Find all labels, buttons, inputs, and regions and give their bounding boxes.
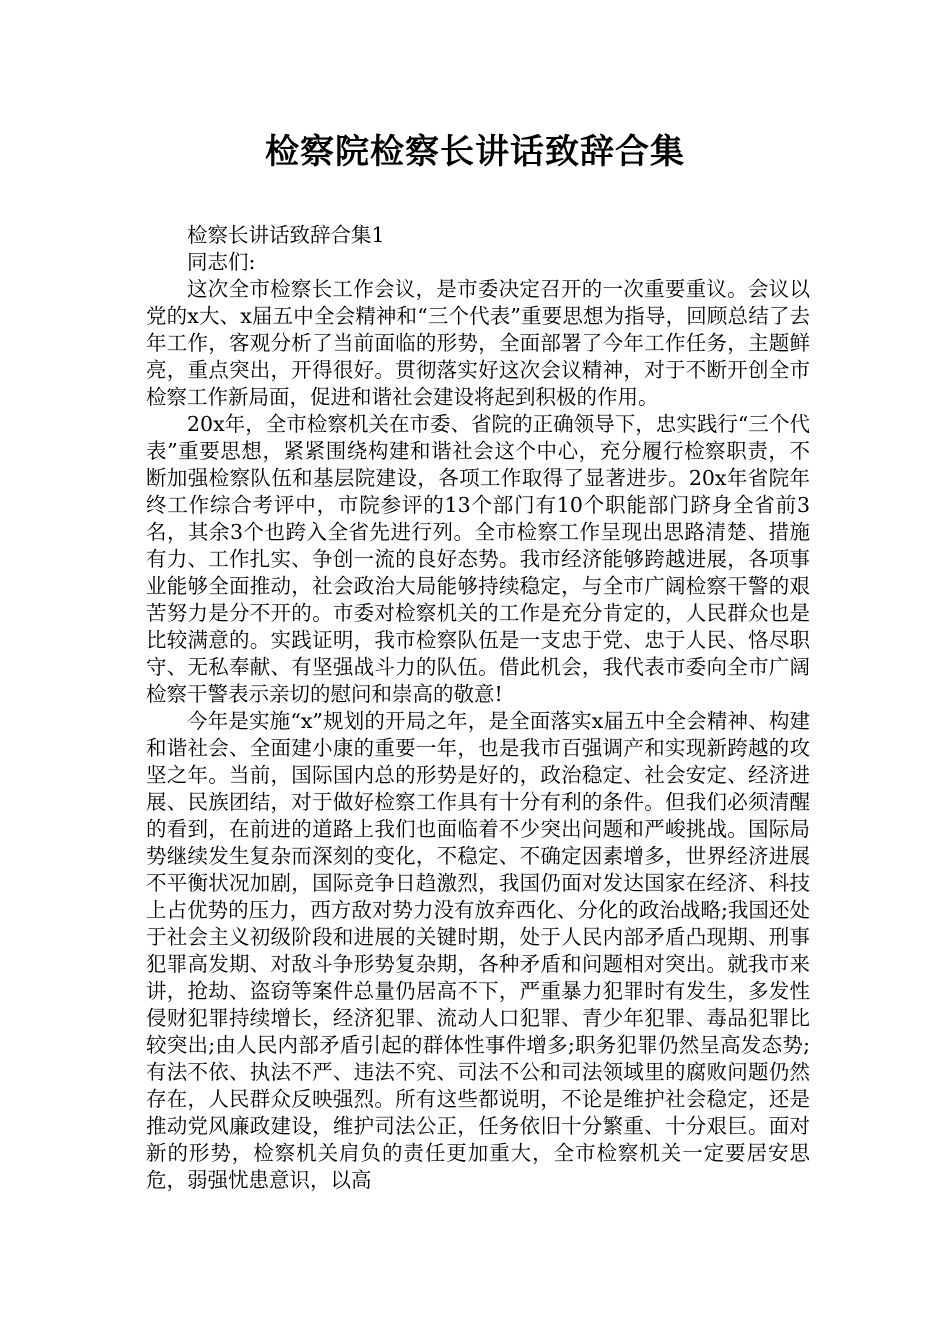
section-heading: 检察长讲话致辞合集1 xyxy=(187,223,385,247)
document-title: 检察院检察长讲话致辞合集 xyxy=(265,132,685,172)
paragraph-1: 这次全市检察长工作会议，是市委决定召开的一次重要重议。会议以党的x大、x届五中全会精神和“三个代表”重要思想为指导，回顾总结了去年工作，客观分析了当前面临的形势，全面部署了今年工作任务，主题鲜亮，重点突出，开得很好。贯彻落实好这次会议精神，对于不断开创全市检察工作新局面，促进和谐社会建设将起到积极的作用。 xyxy=(146,277,810,409)
greeting: 同志们: xyxy=(187,250,256,274)
paragraph-3: 今年是实施“x”规划的开局之年，是全面落实x届五中全会精神、构建和谐社会、全面建小康的重要一年，也是我市百强调产和实现新跨越的攻坚之年。当前，国际国内总的形势是好的，政治稳定、社会安定、经济进展、民族团结，对于做好检察工作具有十分有利的条件。但我们必须清醒的看到，在前进的道路上我们也面临着不少突出问题和严峻挑战。国际局势继续发生复杂而深刻的变化，不稳定、不确定因素增多，世界经济进展不平衡状况加剧，国际竞争日趋激烈，我国仍面对发达国家在经济、科技上占优势的压力，西方敌对势力没有放弃西化、分化的政治战略;我国还处于社会主义初级阶段和进展的关键时期，处于人民内部矛盾凸现期、刑事犯罪高发期、对敌斗争形势复杂期，各种矛盾和问题相对突出。就我市来讲，抢劫、盗窃等案件总量仍居高不下，严重暴力犯罪时有发生，多发性侵财犯罪持续增长，经济犯罪、流动人口犯罪、青少年犯罪、毒品犯罪比较突出;由人民内部矛盾引起的群体性事件增多;职务犯罪仍然呈高发态势;有法不依、执法不严、违法不究、司法不公和司法领域里的腐败问题仍然存在，人民群众反映强烈。所有这些都说明，不论是维护社会稳定，还是推动党风廉政建设，维护司法公正，任务依旧十分繁重、十分艰巨。面对新的形势，检察机关肩负的责任更加重大，全市检察机关一定要居安思危，弱强忧患意识，以高 xyxy=(146,709,810,1192)
paragraph-2: 20x年，全市检察机关在市委、省院的正确领导下，忠实践行“三个代表”重要思想，紧紧围绕构建和谐社会这个中心，充分履行检察职责，不断加强检察队伍和基层院建设，各项工作取得了显著进步。20x年省院年终工作综合考评中，市院参评的13个部门有10个职能部门跻身全省前3名，其余3个也跨入全省先进行列。全市检察工作呈现出思路清楚、措施有力、工作扎实、争创一流的良好态势。我市经济能够跨越进展，各项事业能够全面推动，社会政治大局能够持续稳定，与全市广阔检察干警的艰苦努力是分不开的。市委对检察机关的工作是充分肯定的，人民群众也是比较满意的。实践证明，我市检察队伍是一支忠于党、忠于人民、恪尽职守、无私奉献、有坚强战斗力的队伍。借此机会，我代表市委向全市广阔检察干警表示亲切的慰问和崇高的敬意! xyxy=(146,412,810,706)
document-body xyxy=(146,222,810,1194)
